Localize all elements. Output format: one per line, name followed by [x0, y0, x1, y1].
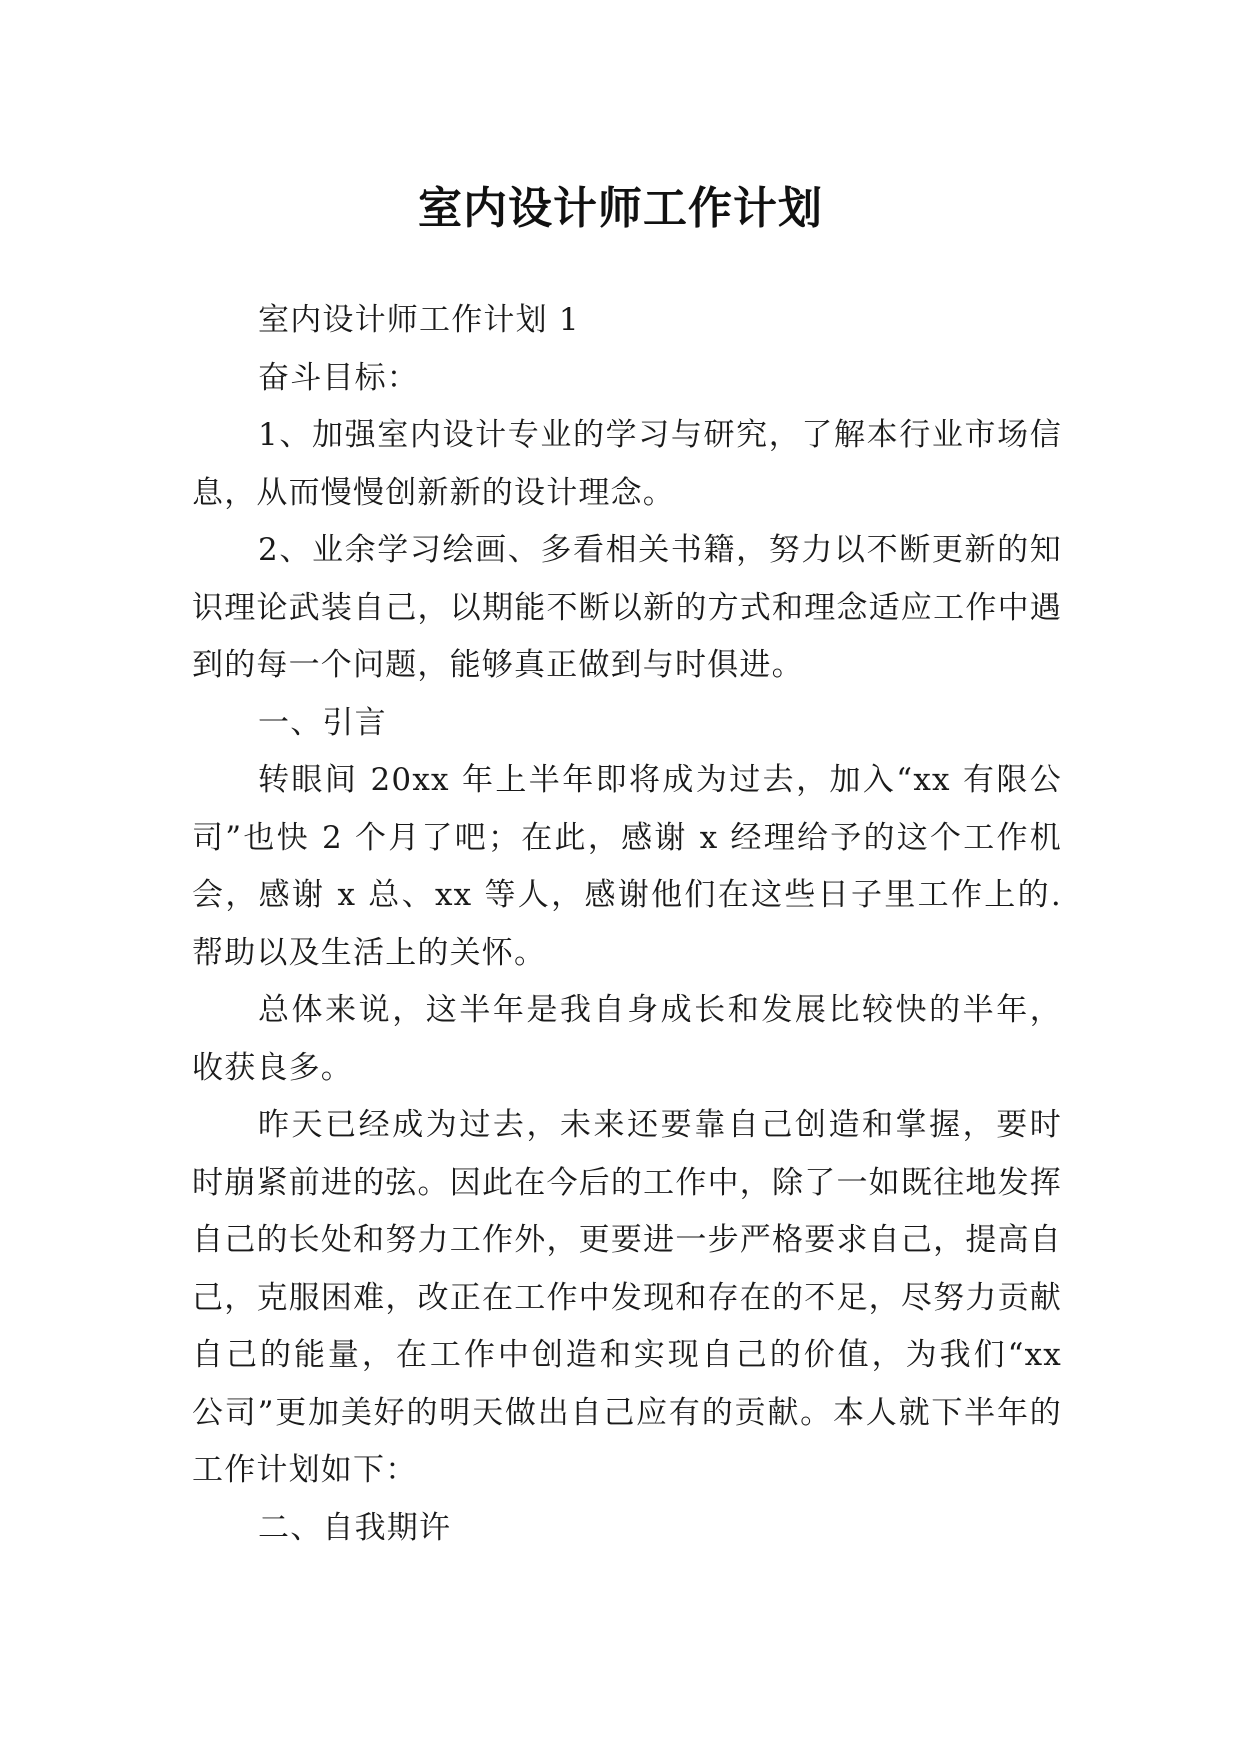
document-title: 室内设计师工作计划	[418, 183, 823, 235]
paragraph-introduction: 转眼间 20xx 年上半年即将成为过去，加入“xx 有限公司”也快 2 个月了吧；在此，感谢 x 经理给予的这个工作机会，感谢 x 总、xx 等人，感谢他们在这些日子里工作上的.帮助以及生活上的关怀。	[192, 762, 1062, 971]
paragraph-future-plan: 昨天已经成为过去，未来还要靠自己创造和掌握，要时时崩紧前进的弦。因此在今后的工作中，除了一如既往地发挥自己的长处和努力工作外，更要进一步严格要求自己，提高自己，克服困难，改正在工作中发现和存在的不足，尽努力贡献自己的能量，在工作中创造和实现自己的价值，为我们“xx 公司”更加美好的明天做出自己应有的贡献。本人就下半年的工作计划如下：	[192, 1107, 1062, 1488]
goal-item-2: 2、业余学习绘画、多看相关书籍，努力以不断更新的知识理论武装自己，以期能不断以新的方式和理念适应工作中遇到的每一个问题，能够真正做到与时俱进。	[192, 532, 1062, 683]
goal-item-1: 1、加强室内设计专业的学习与研究，了解本行业市场信息，从而慢慢创新新的设计理念。	[192, 417, 1062, 511]
paragraph-summary: 总体来说，这半年是我自身成长和发展比较快的半年，收获良多。	[192, 992, 1062, 1086]
document-body	[192, 292, 1062, 1557]
section-heading-introduction: 一、引言	[258, 704, 387, 741]
goals-label: 奋斗目标：	[258, 359, 419, 396]
section-heading-self-expectation: 二、自我期许	[258, 1509, 452, 1546]
section-heading-plan-1: 室内设计师工作计划 1	[258, 302, 580, 338]
